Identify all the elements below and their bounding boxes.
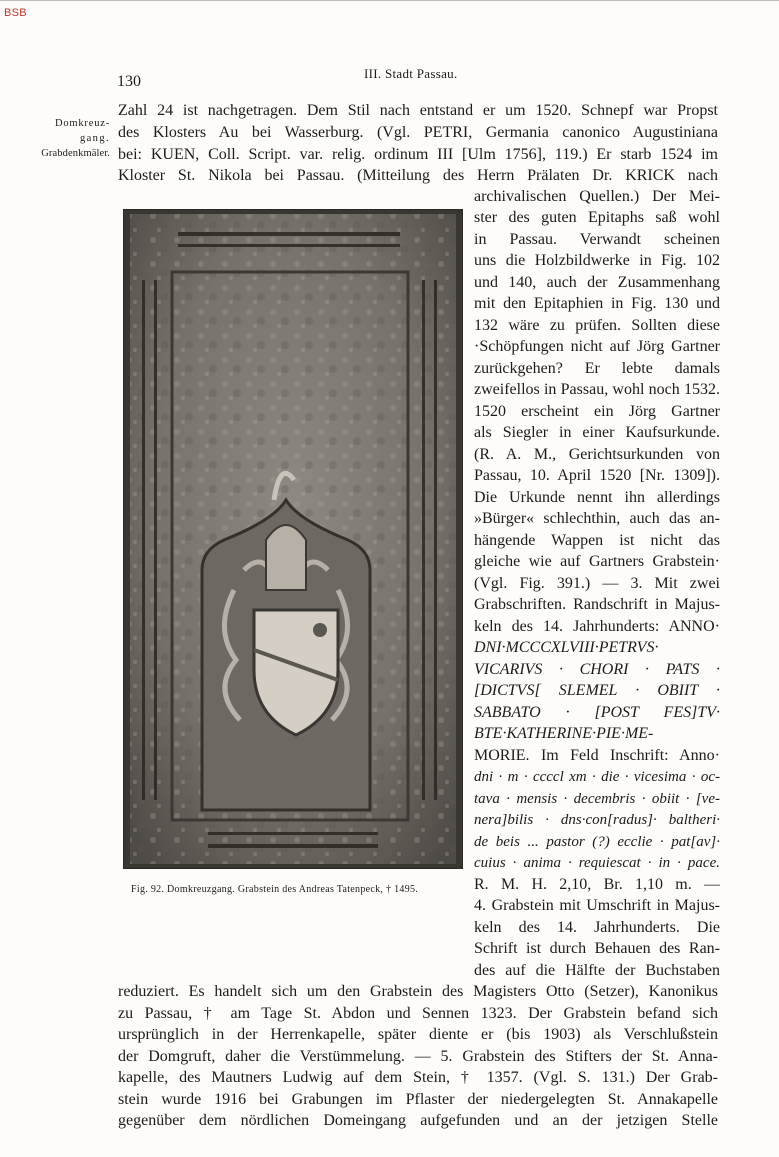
text-line: R. M. H. 2,10, Br. 1,10 m. —: [474, 876, 720, 893]
text-line: dni · m · ccccl xm · die · vicesima · oc-: [474, 769, 720, 785]
text-line: DNI·MCCCXLVIII·PETRVS·: [474, 639, 659, 656]
text-line: »Bürger« schlechthin, auch das an-: [474, 510, 720, 527]
margin-note-line: Grabdenkmäler.: [41, 148, 110, 159]
text-line: 1520 erscheint ein Jörg Gartner: [474, 403, 720, 420]
text-line: Schrift ist durch Behauen des Ran-: [474, 940, 720, 957]
text-line: in Passau. Verwandt scheinen: [474, 231, 720, 248]
text-line: Kloster St. Nikola bei Passau. (Mitteilung des Herrn Prälaten Dr. KRICK nach: [118, 167, 718, 184]
text-line: uns die Holzbildwerke in Fig. 102: [474, 252, 720, 269]
text-line: VICARIVS · CHORI · PATS ·: [474, 661, 720, 678]
text-line: nera]bilis · dns·con[radus]· baltheri·: [474, 812, 720, 828]
margin-note-line: gang.: [79, 133, 110, 144]
text-line: gleiche wie auf Gartners Grabstein·: [474, 553, 720, 570]
text-line: Grabschriften. Randschrift in Majus-: [474, 596, 720, 613]
text-line: mit den Epitaphien in Fig. 130 und: [474, 295, 720, 312]
text-line: reduziert. Es handelt sich um den Grabstein des Magisters Otto (Setzer), Kanonikus: [118, 983, 718, 1000]
margin-note: [10, 116, 110, 161]
text-line: cuius · anima · requiescat · in · pace.: [474, 855, 720, 871]
text-line: ·Schöpfungen nicht auf Jörg Gartner: [474, 338, 720, 355]
text-line: [DICTVS[ SLEMEL · OBIIT ·: [474, 682, 720, 699]
text-line: Zahl 24 ist nachgetragen. Dem Stil nach entstand er um 1520. Schnepf war Propst: [118, 102, 718, 119]
text-line: zurückgehen? Er lebte damals: [474, 360, 720, 377]
text-line: Passau, 10. April 1520 [Nr. 1309]).: [474, 467, 720, 484]
text-line: 4. Grabstein mit Umschrift in Majus-: [474, 897, 720, 914]
text-line: des auf die Hälfte der Buchstaben: [474, 962, 720, 979]
text-line: BTE·KATHERINE·PIE·ME-: [474, 725, 654, 742]
text-line: zweifellos in Passau, wohl noch 1532.: [474, 381, 720, 398]
text-line: stein wurde 1916 bei Grabungen im Pflaster der niedergelegten St. Annakapelle: [118, 1091, 718, 1108]
figure-caption: Fig. 92. Domkreuzgang. Grabstein des Andreas Tatenpeck, † 1495.: [131, 884, 419, 895]
text-line: als Siegler in einer Kaufsurkunde.: [474, 424, 720, 441]
text-line: MORIE. Im Feld Inschrift: Anno·: [474, 747, 720, 764]
text-line: keln des 14. Jahrhunderts. Die: [474, 919, 720, 936]
page-number: 130: [117, 73, 141, 90]
text-line: zu Passau, † am Tage St. Abdon und Sennen 1323. Der Grabstein befand sich: [118, 1005, 718, 1022]
top-rule: [0, 0, 779, 1]
library-stamp: BSB: [4, 7, 27, 19]
tombstone-photo: [123, 209, 463, 869]
text-line: ursprünglich in der Herrenkapelle, später diente er (bis 1903) als Verschlußstein: [118, 1026, 718, 1043]
text-line: (R. A. M., Gerichtsurkunden von: [474, 446, 720, 463]
text-line: bei: KUEN, Coll. Script. var. relig. ordinum III [Ulm 1756], 119.) Er starb 1524 im: [118, 146, 718, 163]
text-line: hängende Wappen ist nicht das: [474, 532, 720, 549]
margin-note-line: Domkreuz-: [54, 118, 110, 129]
text-line: keln des 14. Jahrhunderts: ANNO·: [474, 618, 720, 635]
text-line: kapelle, des Mautners Ludwig auf dem Stein, † 1357. (Vgl. S. 131.) Der Grab-: [118, 1069, 718, 1086]
text-line: SABBATO · [POST FES]TV·: [474, 704, 720, 721]
text-line: de beis ... pastor (?) ecclie · pat[av]·: [474, 834, 720, 850]
text-line: archivalischen Quellen.) Der Mei-: [474, 188, 720, 205]
text-line: Die Urkunde nennt ihn allerdings: [474, 489, 720, 506]
text-line: ster des guten Epitaphs saß wohl: [474, 209, 720, 226]
text-line: (Vgl. Fig. 391.) — 3. Mit zwei: [474, 575, 720, 592]
text-line: gegenüber dem nördlichen Domeingang aufgefunden und an der jetzigen Stelle: [118, 1112, 718, 1129]
running-head: III. Stadt Passau.: [364, 66, 458, 81]
text-line: der Domgruft, daher die Verstümmelung. — 5. Grabstein des Stifters der St. Anna-: [118, 1048, 718, 1065]
text-line: des Klosters Au bei Wasserburg. (Vgl. PETRI, Germania canonico Augustiniana: [118, 124, 718, 141]
text-line: 132 wäre zu prüfen. Sollten diese: [474, 317, 720, 334]
text-line: tava · mensis · decembris · obiit · [ve-: [474, 791, 720, 807]
tombstone-illustration: [124, 210, 462, 868]
text-line: und 140, auch der Zusammenhang: [474, 274, 720, 291]
